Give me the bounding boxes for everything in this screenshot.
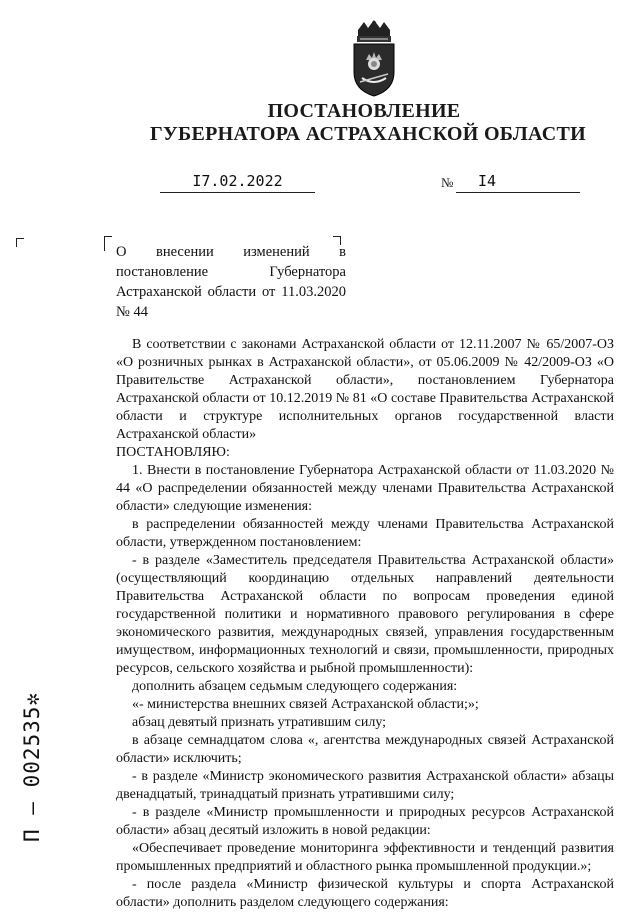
body-paragraph: в распределении обязанностей между членами Правительства Астраханской области, утвержденном постановлением:	[116, 517, 614, 550]
body-paragraph: В соответствии с законами Астраханской области от 12.11.2007 № 65/2007-ОЗ «О розничных рынках в Астраханской области», от 05.06.2009 № 42/2009-ОЗ «О Правительстве Астраханской области», постановлением Губернатора Астраханской области от 10.12.2019 № 81 «О составе Правительства Астраханской области и структуре исполнительных органов государственной власти Астраханской области»	[116, 337, 614, 442]
body-paragraph: «Обеспечивает проведение мониторинга эффективности и тенденций развития промышленных предприятий и областного рынка промышленной продукции.»;	[116, 841, 614, 874]
coat-of-arms-icon	[346, 20, 402, 98]
subject-corner-left	[104, 236, 112, 251]
body-paragraph: - в разделе «Министр экономического развития Астраханской области» абзацы двенадцатый, тринадцатый признать утратившими силу;	[116, 769, 614, 802]
body-paragraph: - в разделе «Министр промышленности и природных ресурсов Астраханской области» абзац десятый изложить в новой редакции:	[116, 805, 614, 838]
body-paragraph: в абзаце семнадцатом слова «, агентства международных связей Астраханской области» исключить;	[116, 733, 614, 766]
number-label: №	[441, 175, 454, 190]
body-paragraph: «- министерства внешних связей Астраханской области;»;	[132, 697, 479, 712]
document-number: I4	[456, 172, 580, 193]
margin-corner-mark	[16, 238, 24, 247]
document-body	[116, 336, 614, 912]
body-paragraph: абзац девятый признать утратившим силу;	[132, 715, 387, 730]
body-paragraph: дополнить абзацем седьмым следующего содержания:	[132, 679, 458, 694]
document-date: I7.02.2022	[160, 172, 315, 193]
document-title: ПОСТАНОВЛЕНИЕ	[267, 100, 461, 122]
body-paragraph: 1. Внести в постановление Губернатора Астраханской области от 11.03.2020 № 44 «О распределении обязанностей между членами Правительства Астраханской области» следующие изменения:	[116, 463, 614, 514]
body-paragraph: ПОСТАНОВЛЯЮ:	[116, 445, 230, 460]
body-paragraph: - в разделе «Заместитель председателя Правительства Астраханской области» (осуществляющий координацию отдельных направлений деятельности Правительства Астраханской области по вопросам проведения единой государственной политики и нормативного правового регулирования в сфере экономического развития, международных связей, управления государственным имуществом, информационных технологий и связи, промышленности, природных ресурсов, сельского хозяйства и рыбной промышленности):	[116, 553, 614, 676]
document-issuer: ГУБЕРНАТОРА АСТРАХАНСКОЙ ОБЛАСТИ	[149, 123, 587, 145]
stamp-mark-icon: ✲	[20, 691, 44, 706]
body-paragraph: - после раздела «Министр физической культуры и спорта Астраханской области» дополнить разделом следующего содержания:	[116, 877, 614, 910]
registration-stamp	[20, 692, 44, 842]
document-subject: О внесении изменений в постановление Губернатора Астраханской области от 11.03.2020 № 44	[116, 244, 346, 320]
stamp-number: П – 002535	[20, 705, 44, 842]
